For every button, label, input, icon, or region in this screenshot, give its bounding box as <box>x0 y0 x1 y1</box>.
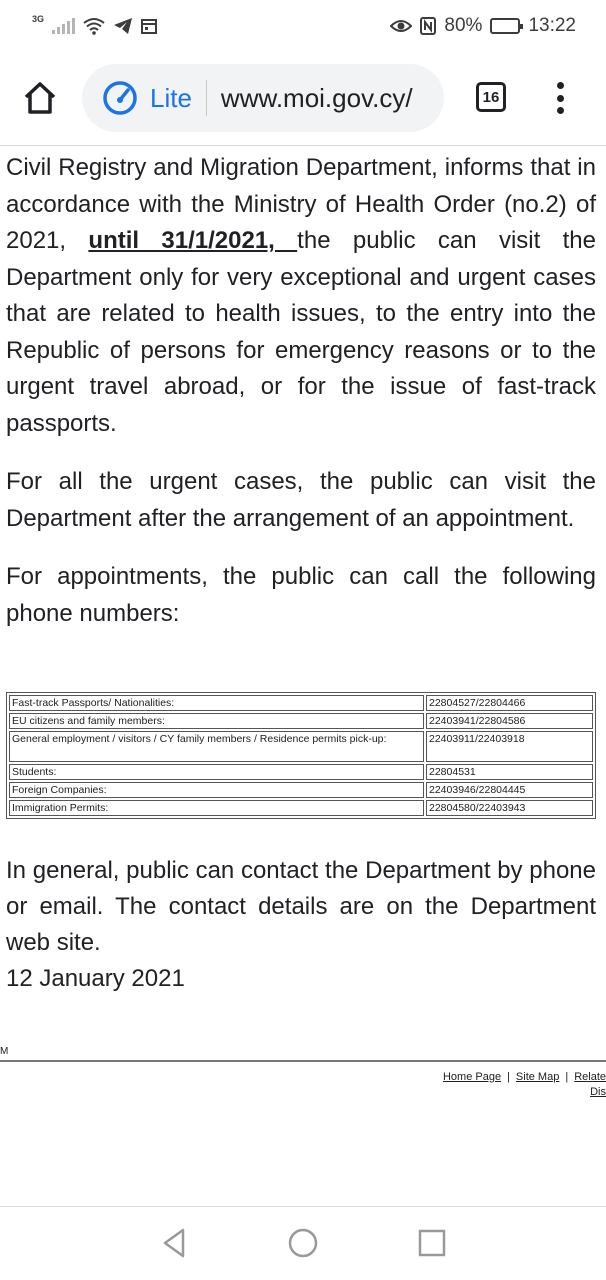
tab-switcher-button[interactable] <box>476 82 506 112</box>
table-row <box>9 713 593 729</box>
overflow-menu-icon[interactable] <box>548 80 572 116</box>
table-row <box>9 800 593 816</box>
table-row <box>9 731 593 762</box>
status-right <box>390 15 576 37</box>
footer-m-mark: M <box>0 1046 9 1057</box>
url-divider <box>206 80 207 116</box>
footer-links <box>443 1071 606 1083</box>
home-icon[interactable] <box>22 80 58 116</box>
department-cell: General employment / visitors / CY family members / Residence permits pick-up: <box>9 731 424 762</box>
contact-paragraph: In general, public can contact the Department by phone or email. The contact details are on the Department web site. <box>6 857 596 956</box>
tab-count: 16 <box>482 88 500 106</box>
contact-block <box>6 853 596 997</box>
site-map-link[interactable]: Site Map <box>515 1071 560 1083</box>
phone-numbers-table <box>6 692 596 819</box>
network-type: 3G <box>32 14 45 24</box>
table-row <box>9 782 593 798</box>
battery-icon <box>490 18 520 34</box>
toolbar-divider <box>0 145 606 146</box>
nfc-icon <box>420 17 436 35</box>
phone-cell: 22403946/22804445 <box>426 782 593 798</box>
table-row <box>9 695 593 711</box>
lite-label[interactable]: Lite <box>150 82 192 113</box>
navigation-bar <box>0 1206 606 1280</box>
telegram-icon <box>113 17 133 35</box>
status-bar <box>0 0 606 52</box>
appointments-paragraph: For appointments, the public can call the following phone numbers: <box>6 563 596 627</box>
publication-date: 12 January 2021 <box>6 965 185 992</box>
notice-text-start: Civil Registry and Migration Department, informs that in accordance with the Ministry of Health Order (no.2) of 2021, <box>6 154 596 254</box>
clock: 13:22 <box>528 15 576 36</box>
department-cell: Fast-track Passports/ Nationalities: <box>9 695 424 711</box>
footer-second-line <box>590 1086 606 1098</box>
lite-mode-icon[interactable] <box>102 80 138 116</box>
link-separator: | <box>507 1071 510 1083</box>
signal-icon <box>52 18 75 34</box>
phone-cell: 22403911/22403918 <box>426 731 593 762</box>
recents-icon[interactable] <box>416 1227 448 1259</box>
related-link[interactable]: Relate <box>574 1071 606 1083</box>
back-icon[interactable] <box>158 1227 190 1259</box>
article-body <box>6 150 596 632</box>
home-nav-icon[interactable] <box>287 1227 319 1259</box>
department-cell: Students: <box>9 764 424 780</box>
battery-percent: 80% <box>444 15 483 36</box>
notice-paragraph <box>6 150 596 442</box>
phone-cell: 22804531 <box>426 764 593 780</box>
link-separator: | <box>565 1071 569 1083</box>
disclaimer-link[interactable]: Dis <box>590 1086 606 1098</box>
phone-cell: 22804527/22804466 <box>426 695 593 711</box>
browser-toolbar <box>0 58 606 140</box>
url-text[interactable]: www.moi.gov.cy/ <box>220 82 413 113</box>
phone-cell: 22403941/22804586 <box>426 713 593 729</box>
wifi-icon <box>83 17 105 35</box>
department-cell: EU citizens and family members: <box>9 713 424 729</box>
footer-divider <box>0 1060 606 1062</box>
eye-comfort-icon <box>390 18 412 34</box>
deadline-text: until 31/1/2021, <box>88 227 298 254</box>
urgent-cases-paragraph: For all the urgent cases, the public can visit the Department after the arrangement of an appointment. <box>6 468 596 532</box>
phone-cell: 22804580/22403943 <box>426 800 593 816</box>
department-cell: Immigration Permits: <box>9 800 424 816</box>
table-row <box>9 764 593 780</box>
notice-text-end: the public can visit the Department only for very exceptional and urgent cases that are related to health issues, to the entry into the Republic of persons for emergency reasons or to the urgent travel abroad, or for the issue of fast-track passports. <box>6 227 596 437</box>
home-page-link[interactable]: Home Page <box>442 1071 502 1083</box>
address-bar[interactable] <box>82 64 444 132</box>
calendar-icon <box>141 18 157 34</box>
department-cell: Foreign Companies: <box>9 782 424 798</box>
status-left <box>32 14 157 35</box>
